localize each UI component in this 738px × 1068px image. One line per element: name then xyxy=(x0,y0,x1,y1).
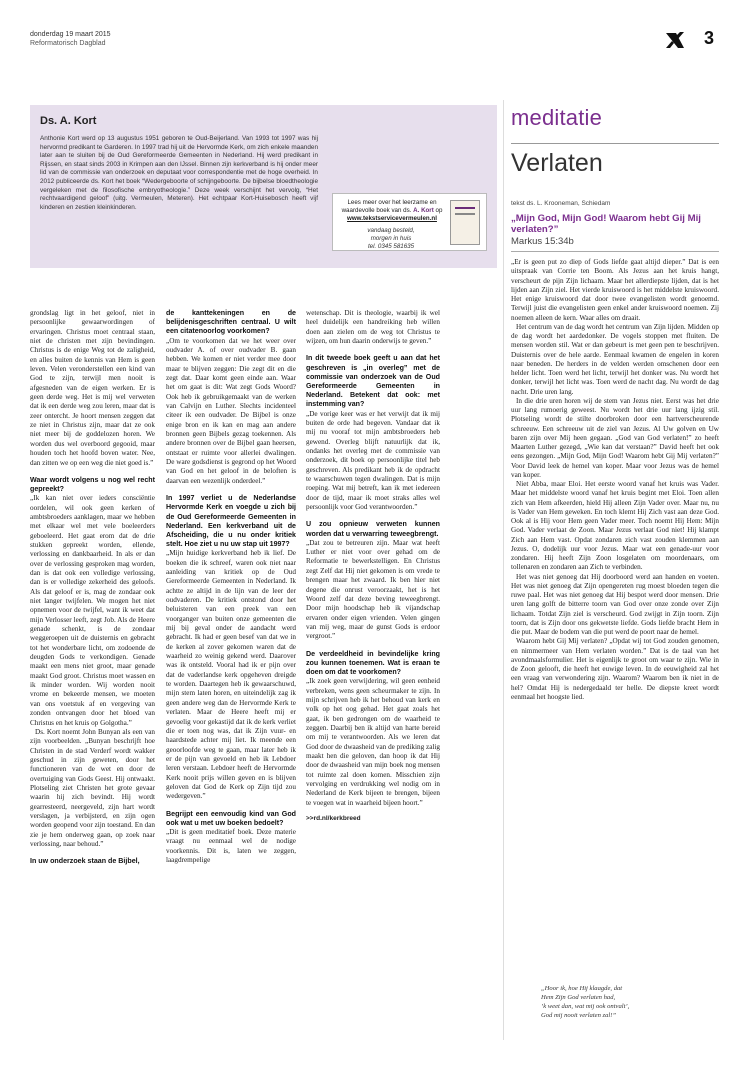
article-subheading: de kanttekeningen en de belijdenisgeschriften centraal. U wilt een citatenoorlog voorkomen? xyxy=(166,309,296,336)
article-paragraph: wetenschap. Dit is theologie, waarbij ik wel heel duidelijk een handreiking heb willen doen aan zielen om de weg tot Christus te wijzen, om hun daarin onderwijs te geven.” xyxy=(306,309,440,346)
ad-sub1: vandaag besteld, xyxy=(367,227,415,234)
ad-phone: tel. 0345 581635 xyxy=(367,243,415,250)
poem-line: God mij nooit verlaten zal!” xyxy=(541,1012,617,1019)
article-paragraph: „De vorige keer was er het verwijt dat ik mij buiten de orde had begeven. Vandaar dat ik mij nu vooraf tot mijn ambtsbroeders heb gewend. Overleg blijft natuurlijk dat ik, ondanks het overleg met de commissie van onderzoek, dit boek op persoonlijke titel heb geschreven. Als predikant heb ik de opdracht te waarschuwen tegen dwalingen. Dat is mijn roeping. Wat mij betreft, kan ik met iedereen door de tijd, maar ik moet straks alles wel persoonlijk voor God verantwoorden.” xyxy=(306,409,440,512)
meditatie-paragraph: „Er is geen put zo diep of Gods liefde gaat altijd dieper.” Dat is een uitspraak van Corrie ten Boom. Als Jezus aan het kruis hangt, verscheurt de pijn Zijn lichaam. Maar het allerdiepste lijden, dat is het lijden aan Zijn ziel. Het vierde kruiswoord is het middelste kruiswoord. Het enige kruiswoord dat door twee evangelisten wordt genoemd. Terwijl juist die evangelisten geen enkel ander kruiswoord noemen. Zij noemen alleen de kern. Waar alles om draait. xyxy=(511,258,719,322)
article-subheading: In uw onderzoek staan de Bijbel, xyxy=(30,857,140,866)
divider xyxy=(511,251,719,252)
article-paragraph: „Dat zou te betreuren zijn. Maar wat heeft Luther er niet voor over gehad om de Reformatie te bewerkstelligen. En Christus zegt Zelf dat Hij niet gekomen is om vrede te brengen maar het zwaard. Ik ben hier niet degene die onrust veroorzaakt, het is het Woord zelf dat deze beving teweegbrengt. Door mijn hoodschap heb ik vijandschap ervaren onder eigen vrienden. Velen gingen van mij weg, maar de gunst Gods is erdoor vergroot.” xyxy=(306,538,440,641)
meditatie-label: meditatie xyxy=(511,105,603,130)
column-divider xyxy=(503,100,504,1040)
article-column-3 xyxy=(306,309,440,1029)
article-subheading: De verdeeldheid in bevindelijke kring zou kunnen toenemen. Wat is eraan te doen om dat te voorkomen? xyxy=(306,649,440,676)
poem-line: ’k weet dan, wat mij ook ontvalt’, xyxy=(541,1003,630,1010)
bio-text: Anthonie Kort werd op 13 augustus 1951 geboren te Oud-Beijerland. Van 1993 tot 1997 was hij hervormd predikant te Garderen. In 1997 trad hij uit de Hervormde Kerk, om zich enkele maanden later aan te sluiten bij de Oud Gereformeerde Gemeenten in Nederland. Hij werd predikant in Rijssen, en staat sinds 2003 in Krimpen aan den IJssel. Binnen zijn kerkverband is hij onder meer lid van de commissie van onderzoek en deputaat voor correspondentie met de hoge overheid. In 2012 publiceerde ds. Kort het boek “Wedergeboorte of schijngeboorte. De bijbelse bloedtheologie vergeleken met de filosofische embryotheologie.” Deze week verschijnt het vervolg, “Het rechtvaardigend geloof” (uitg. Vermeulen, Meteren). Het echtpaar Kort-Huisebosch heeft vijf kinderen en zestien kleinkinderen. xyxy=(40,135,318,211)
article-subheading: In dit tweede boek geeft u aan dat het geschreven is „in overleg” met de commissie van onderzoek van de Oud Gereformeerde Gemeenten in Nederland. Betekent dat ook: met instemming van? xyxy=(306,354,440,409)
ad-text xyxy=(337,199,447,223)
divider xyxy=(511,143,719,144)
ad-website-link[interactable]: www.tekstservicevermeulen.nl xyxy=(347,215,437,222)
article-column-1 xyxy=(30,309,155,1029)
article-paragraph: „Dit is geen meditatief boek. Deze materie vraagt nu eenmaal wel de nodige voorkennis. Dit is, laten we zeggen, laagdrempelige xyxy=(166,828,296,865)
meditatie-body xyxy=(511,258,719,948)
book-cover-icon xyxy=(450,200,480,245)
article-subheading: U zou opnieuw verweten kunnen worden dat u verwarring teweegbrengt. xyxy=(306,520,440,538)
ad-author-name: A. Kort xyxy=(413,207,434,214)
meditatie-reference: Markus 15:34b xyxy=(511,236,574,247)
ad-order-info xyxy=(341,227,441,251)
author-bio-box xyxy=(30,105,497,268)
article-paragraph: „Ik kan niet over ieders consciëntie oordelen, wil ook geen kerken of ambtsbroeders aanklagen, maar we hebben met elkaar wel met vele boeleerders geboeleerd. Het gaat erom dat de drie stukken gepreekt worden, ellende, verlossing en dankbaarheid. In als er dan over de verlossing gesproken mag worden, dan is dat ook een volledige verlossing, dan is er volledige zekerheid des geloofs. Als dat geloof er is, mag de zondaar ook niet langer twijfelen. We mogen het niet opnemen voor de twijfel, want ik weet dat mijn Verlosser leeft, zegt Job. Als de Heere genade schenkt, is de zondaar weggeroepen uit de duisternis en gebracht tot het wonderbare licht, om zodoende de deugden Gods te verkondigen. Genade maakt een mens niet groot, maar genade maakt God groot. Christus moet wassen en ik minder worden. Wij worden nooit vrome en bekeerde mensen, we moeten van ons voetstuk af en vergeving van zonden ontvangen door het bloed van Christus en het kruis op Golgotha.” xyxy=(30,494,155,727)
meditatie-title: Verlaten xyxy=(511,149,603,177)
article-subheading: Waar wordt volgens u nog wel recht gepreekt? xyxy=(30,475,155,494)
page-header xyxy=(30,30,718,60)
meditatie-paragraph: In die drie uren horen wij de stem van Jezus niet. Eerst was het drie uur lang rumoerig geweest. Nu wordt het drie uur lang ijzig stil. Plotseling wordt de stilte doorbroken door een hartverscheurende schreeuw. Een schreeuw uit de ziel van Jezus. Al Uw golven en Uw baren zijn over Mij heen gegaan. „God van God verlaten!” zo heeft Maarten Luther gezegd, „Wie kan dat verstaan?” David heeft het ook eens gezongen. „Mijn God, Mijn God! Waarom hebt Gij Mij verlaten?” Voor David leek de hemel van koper. Maar voor Jezus was de hemel van koper. xyxy=(511,396,719,479)
article-paragraph: Ds. Kort noemt John Bunyan als een van zijn voorbeelden. „Bunyan beschrijft hoe Christen in de stad Verderf wordt wakker geschud in zijn geweten, door het functioneren van de wet en door de overtuiging van Gods Geest. Hij ontwaakt. Plotseling ziet Christen het grote gevaar waarin hij zich bevindt. Hij wordt gearresteerd, neergeveld, zijn hart wordt verslagen, ja verbijsterd, en zijn ogen worden geopend voor zijn toestand. En dan zie je hem onderweg gaan, op zoek naar verlossing, naar behoud.” xyxy=(30,727,155,848)
page-number: 3 xyxy=(703,28,714,48)
ad-sub2: morgen in huis xyxy=(370,235,412,242)
article-paragraph: „Om te voorkomen dat we het weer over oudvader A. of over oudvader B. gaan hebben. We komen er niet verder mee door maar te blijven zeggen: Die zegt dit en die zegt dat. Daar komt geen einde aan. Waar het om gaat is dit: Wat zegt Gods Woord? Ook heb ik gebruikgemaakt van de werken van Calvijn en Luther. Slechts incidenteel citeer ik een oudvader. De Bijbel is onze enige bron en ik kan en mag aan andere bronnen geen Bijbels gezag toekennen. Als andere bronnen over de Bijbel gaan heersen, ontstaat er ruimte voor allerlei dwalingen. De ware godsdienst is gegrond op het Woord van God en het geloof in de beloften is daarvan een wezenlijk onderdeel.” xyxy=(166,336,296,485)
meditatie-paragraph: Het was niet genoeg dat Hij doorboord werd aan handen en voeten. Het was niet genoeg dat Zijn opengereten rug moest bloeden tegen die ruwe paal. Het was niet genoeg dat Hij bespot werd door mensen. Drie uren lang golft de bitterre toorn van God over onze zonde over Zijn lichaam. Totdat Zijn ziel is verscheurd. God zwijgt in Zijn toorn. Zijn toorn, dat is Zijn door ons gekwetste liefde. Gods liefde bracht Hem in die put. Maar de bodem van die put werd de poort naar de hemel. xyxy=(511,572,719,636)
meditatie-paragraph: Waarom hebt Gij Mij verlaten? „Opdat wij tot God zouden genomen, en nimmermeer van Hem verlaten worden.” Dat is de taal van het avondmaalsformulier. Het is eigenlijk te groot om waar te zijn. Wie in de Zoon gelooft, die heeft het euwige leven. In de eeuwigheid zal het een vraag van verwondering zijn. Waarom? Waarom ben ik niet in de hel? Omdat Hij is nedergedaald ter helle. De diepste kreet wordt eenmaal het hoogste lied. xyxy=(511,637,719,701)
article-paragraph: „Ik zoek geen verwijdering, wil geen eenheid verbreken, wens geen scheurmaker te zijn. In mijn schrijven heb ik het behoud van kerk en volk op het oog gehad. Het gaat zoals het gaat, ik ben gedrongen om de waarheid te zeggen. Daarbij ben ik altijd van harte bereid om mij te verantwoorden. Als we leren dat God door de dwaasheid van de prediking zalig maakt hen die geloven, dan hoop ik dat Hij door de dwaasheid van mijn boek nog mensen tot ruimte zal doen komen. Misschien zijn vervolging en verdrukking wel nodig om in Nederland de Kerk bijeen te brengen, bijeen te voegen wat in waarheid bijeen hoort.” xyxy=(306,677,440,807)
meditatie-paragraph: Niet Abba, maar Eloi. Het eerste woord vanaf het kruis was Vader. Maar het middelste woord vanaf het kruis begint met Eloi. Toen allen zich van Hem afkeerden, hield Hij alleen Zijn Vader over. Maar nu, nu is Vader van Hem geweken. En toch klemt Hij Zich vast aan deze God. Ook al is Hij voor Hem geen Vader meer. Toch noemt Hij Hem: Mijn God. Vader verlaat de Zoon. Maar Jezus verlaat God niet! Hij klampt Zich aan Hem vast. Opdat zondaren zich vast zouden klemmen aan Jezus. O, dodelijk uur voor Jezus. Maar wat een genade-uur voor zondaren. Hij heeft Zijn Zoon losgelaten om moordenaars, om tollenaren en zondaren aan Zich te verbinden. xyxy=(511,480,719,572)
article-subheading: Begrijpt een eenvoudig kind van God ook wat u met uw boeken bedoelt? xyxy=(166,809,296,827)
article-column-2 xyxy=(166,309,296,1029)
rd-logo-icon xyxy=(664,30,686,52)
article-footer-link[interactable]: >>rd.nl/kerkbreed xyxy=(306,814,361,822)
ad-line2: op xyxy=(435,207,443,214)
meditatie-quote: „Mijn God, Mijn God! Waarom hebt Gij Mij verlaten?” xyxy=(511,213,701,236)
meditatie-poem xyxy=(541,984,711,1020)
article-paragraph: „Mijn huidige kerkverband heb ik lief. De boeken die ik schreef, waren ook niet naar aanleiding van kritiek op de Oud Gereformeerde Gemeenten in Nederland. Ik achtte ze altijd in de lijn van de leer der oudvaderen. De kritiek ontstond door het beluisteren van een preek van een voorganger van buiten onze gemeenten die mij bij geval onder de aandacht werd gebracht. Ik had er geen besef van dat we in de kerken al zover gekomen waren dat de waarheid zo weinig gekend werd. Daarover was ik ontsteld. Vooral had ik er pijn over dat de vaderlandse kerk opgeheven dreigde te worden. Daartegen heb ik gewaarschuwd, mijn stem laten horen, en uiteindelijk zag ik geen andere weg dan de Hervormde Kerk te verlaten. Maar de Heere heeft mij er gevoelig voor gekastijd dat ik de kerk verliet die er toen nog was, dat ik Zijn vuur- en haardstede achter mij liet. Ik meende een geoorloofde weg te gaan, maar later heb ik er de pijn van gevoeld en heb ik Lebdoer leren verstaan. Lebdoer heeft de Hervormde Kerk nooit prijs willen geven en is blijven geloven dat God de Kerk op Zijn tijd zou wedergeven.” xyxy=(166,549,296,801)
poem-line: Hem Zijn God verlaten had, xyxy=(541,994,616,1001)
book-advertisement xyxy=(332,193,487,251)
article-subheading: In 1997 verliet u de Nederlandse Hervormde Kerk en voegde u zich bij de Oud Gereformeerde Gemeenten in Nederland. Een kerkverband uit de Afscheiding, die u nu onder kritiek stelt. Hoe ziet u nu uw stap uit 1997? xyxy=(166,494,296,549)
poem-line: „Hoor ik, hoe Hij klaagde, dat xyxy=(541,985,623,992)
article-paragraph: grondslag ligt in het geloof, niet in persoonlijke gewaarwordingen of ervaringen. Christus moet centraal staan, niet de christen met zijn bevindingen. Christus is de enige Weg tot de zaligheid, en alles buiten de kennis van Hem is geen leven. Velen veronderstellen een kind van God te zijn, terwijl men nooit is afgesneden van de eigen werken. Er is geen derde weg. Het is mij wel verweten dat ik een derde weg zou leren, maar dat is zeer ontercht. Je hoort mensen zeggen dat ze niet in Christus zijn, maar dat ze ook niet meer bij de goddelozen horen. We worden dus wel overboord gegooid, maar houden toch het hoofd boven water. Nee, dan zitten we op een weg die niet goed is.” xyxy=(30,309,155,467)
header-paper-name: Reformatorisch Dagblad xyxy=(30,40,106,47)
ad-line1: Lees meer over het leerzame en waardevolle boek van ds. xyxy=(341,199,437,214)
header-date: donderdag 19 maart 2015 xyxy=(30,31,111,38)
meditatie-author: tekst ds. L. Krooneman, Schiedam xyxy=(511,200,611,207)
meditatie-paragraph: Het centrum van de dag wordt het centrum van Zijn lijden. Midden op de dag wordt het aardedonker. De vogels stoppen met fluiten. De mensen worden stil. Wat er dan gebeurt is met geen pen te beschrijven. Duisternis over de hele aarde. Eenmaal kwamen de engelen in koren naar beneden. De herders in de velden werden omschenen door een helder licht. Toen werd het licht, terwijl het donker was. Nu wordt het donker, terwijl het licht was. Toen werd de nacht dag. Nu wordt de dag nacht. Drie uren lang. xyxy=(511,322,719,396)
bio-title: Ds. A. Kort xyxy=(40,115,97,127)
